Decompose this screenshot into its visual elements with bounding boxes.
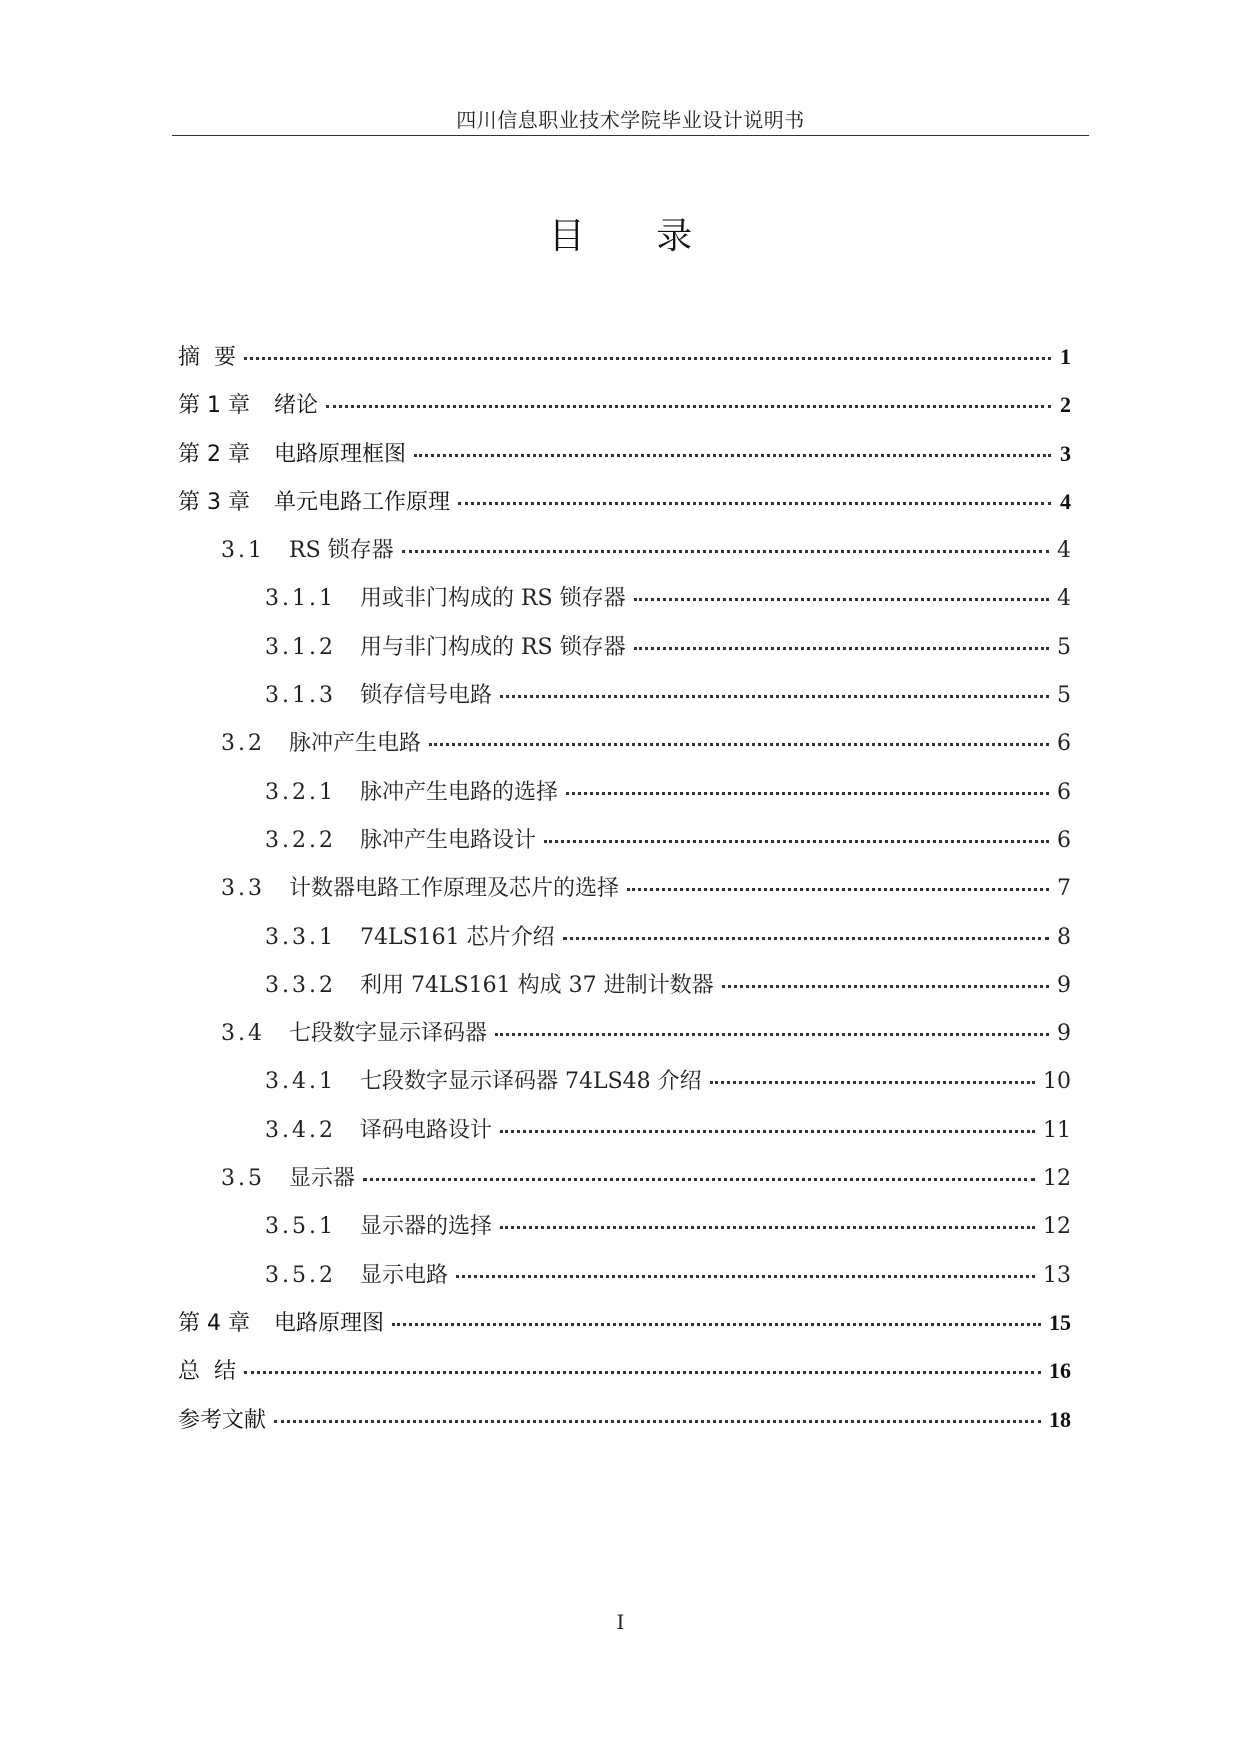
toc-entry-title: 74LS161 芯片介绍 xyxy=(359,924,555,950)
toc-entry-page: 6 xyxy=(1057,731,1071,757)
toc-entry-page: 12 xyxy=(1043,1166,1071,1192)
toc-entry[interactable] xyxy=(178,871,1071,919)
toc-dot-leader xyxy=(429,743,1049,746)
toc-entry[interactable] xyxy=(178,1354,1071,1402)
toc-entry-title: 脉冲产生电路设计 xyxy=(359,827,536,853)
toc-entry[interactable] xyxy=(178,1403,1071,1451)
toc-dot-leader xyxy=(634,598,1049,601)
toc-entry[interactable] xyxy=(178,485,1071,533)
toc-entry[interactable] xyxy=(178,1209,1071,1257)
toc-dot-leader xyxy=(495,1033,1049,1036)
toc-entry-page: 5 xyxy=(1057,634,1071,660)
page-number: I xyxy=(616,1610,625,1634)
toc-entry-page: 9 xyxy=(1057,972,1071,998)
toc-entry-page: 4 xyxy=(1060,488,1071,514)
toc-entry-number: 3.1.3 xyxy=(265,683,336,709)
toc-entry-title: 七段数字显示译码器 xyxy=(289,1021,488,1047)
toc-entry-title: 参考文献 xyxy=(178,1407,267,1433)
toc-entry[interactable] xyxy=(178,388,1071,436)
toc-entry-number: 3.5.2 xyxy=(265,1262,336,1288)
toc-entry-title: 显示电路 xyxy=(359,1262,448,1288)
toc-entry-title: 显示器 xyxy=(289,1166,356,1192)
toc-entry-title: 电路原理框图 xyxy=(273,441,406,467)
toc-entry-page: 10 xyxy=(1043,1069,1071,1095)
toc-dot-leader xyxy=(414,454,1051,457)
toc-dot-leader xyxy=(244,1371,1041,1374)
toc-entry-title: 利用 74LS161 构成 37 进制计数器 xyxy=(359,972,714,998)
toc-dot-leader xyxy=(274,1420,1041,1423)
toc-dot-leader xyxy=(500,1226,1035,1229)
toc-title: 目 录 xyxy=(548,216,723,257)
toc-entry-page: 4 xyxy=(1057,586,1071,612)
toc-entry[interactable] xyxy=(178,533,1071,581)
toc-entry-page: 12 xyxy=(1043,1214,1071,1240)
toc-entry-number: 3.2.1 xyxy=(265,779,336,805)
toc-entry-number: 3.3.1 xyxy=(265,924,336,950)
toc-entry-number: 3.2.2 xyxy=(265,827,336,853)
toc-entry[interactable] xyxy=(178,1113,1071,1161)
header-rule xyxy=(172,135,1089,136)
toc-dot-leader xyxy=(634,647,1049,650)
toc-entry-number: 3.4.1 xyxy=(265,1069,336,1095)
toc-dot-leader xyxy=(456,1275,1035,1278)
toc-entry-title: 摘 要 xyxy=(178,345,236,370)
toc-entry-number: 3.2 xyxy=(221,731,265,757)
toc-entry-number: 3.1 xyxy=(221,538,265,564)
toc-dot-leader xyxy=(244,357,1051,360)
toc-dot-leader xyxy=(544,840,1049,843)
toc-entry-number: 第 1 章 xyxy=(178,393,250,419)
toc-entry-number: 3.5.1 xyxy=(265,1214,336,1240)
toc-entry[interactable] xyxy=(178,1306,1071,1354)
toc-entry-title: 锁存信号电路 xyxy=(359,683,492,709)
toc-entry-number: 3.1.2 xyxy=(265,634,336,660)
toc-entry-title: RS 锁存器 xyxy=(289,538,394,564)
toc-entry-page: 18 xyxy=(1049,1406,1071,1432)
toc-entry-title: 总 结 xyxy=(178,1359,236,1385)
toc-list xyxy=(178,340,1071,1451)
toc-entry[interactable] xyxy=(178,968,1071,1016)
toc-entry-number: 第 2 章 xyxy=(178,441,250,467)
toc-dot-leader xyxy=(402,550,1049,553)
toc-entry[interactable] xyxy=(178,1064,1071,1112)
toc-entry[interactable] xyxy=(178,581,1071,629)
toc-dot-leader xyxy=(392,1323,1041,1326)
toc-entry-title: 计数器电路工作原理及芯片的选择 xyxy=(289,876,620,902)
toc-entry[interactable] xyxy=(178,726,1071,774)
toc-entry-number: 3.3 xyxy=(221,876,265,902)
toc-entry-number: 3.4.2 xyxy=(265,1117,336,1143)
toc-entry-page: 13 xyxy=(1043,1262,1071,1288)
toc-dot-leader xyxy=(563,937,1049,940)
toc-entry-page: 4 xyxy=(1057,538,1071,564)
toc-entry[interactable] xyxy=(178,678,1071,726)
toc-entry-page: 6 xyxy=(1057,779,1071,805)
toc-entry[interactable] xyxy=(178,775,1071,823)
toc-entry[interactable] xyxy=(178,1161,1071,1209)
toc-entry-title: 七段数字显示译码器 74LS48 介绍 xyxy=(359,1069,702,1095)
toc-entry-title: 单元电路工作原理 xyxy=(273,489,450,515)
toc-entry-number: 第 3 章 xyxy=(178,489,250,515)
toc-entry-title: 脉冲产生电路的选择 xyxy=(359,779,558,805)
toc-entry-page: 9 xyxy=(1057,1021,1071,1047)
toc-dot-leader xyxy=(363,1178,1035,1181)
toc-entry-number: 3.3.2 xyxy=(265,972,336,998)
toc-entry-number: 3.4 xyxy=(221,1021,265,1047)
toc-entry-title: 用或非门构成的 RS 锁存器 xyxy=(359,586,626,612)
toc-entry-title: 译码电路设计 xyxy=(359,1117,492,1143)
toc-entry-page: 1 xyxy=(1060,344,1071,369)
toc-dot-leader xyxy=(710,1081,1035,1084)
toc-entry-title: 电路原理图 xyxy=(273,1310,384,1336)
toc-entry[interactable] xyxy=(178,1258,1071,1306)
toc-entry-number: 3.5 xyxy=(221,1166,265,1192)
toc-entry-title: 脉冲产生电路 xyxy=(289,731,422,757)
toc-entry-page: 6 xyxy=(1057,827,1071,853)
toc-entry-page: 8 xyxy=(1057,924,1071,950)
toc-entry[interactable] xyxy=(178,823,1071,871)
toc-entry-page: 2 xyxy=(1060,392,1071,418)
toc-entry-page: 16 xyxy=(1049,1358,1071,1384)
toc-entry[interactable] xyxy=(178,340,1071,388)
toc-dot-leader xyxy=(627,888,1049,891)
toc-dot-leader xyxy=(500,1130,1035,1133)
toc-entry-page: 7 xyxy=(1057,876,1071,902)
toc-dot-leader xyxy=(326,405,1051,408)
toc-entry[interactable] xyxy=(178,437,1071,485)
toc-dot-leader xyxy=(458,502,1051,505)
toc-entry[interactable] xyxy=(178,920,1071,968)
toc-dot-leader xyxy=(722,985,1049,988)
toc-entry-page: 15 xyxy=(1049,1309,1071,1335)
toc-entry-title: 绪论 xyxy=(273,393,318,419)
toc-entry-page: 3 xyxy=(1060,440,1071,466)
running-header: 四川信息职业技术学院毕业设计说明书 xyxy=(456,108,805,132)
toc-dot-leader xyxy=(566,792,1049,795)
toc-entry-number: 第 4 章 xyxy=(178,1310,250,1336)
toc-entry-page: 11 xyxy=(1043,1117,1071,1143)
toc-entry[interactable] xyxy=(178,1016,1071,1064)
toc-entry-title: 显示器的选择 xyxy=(359,1214,492,1240)
toc-dot-leader xyxy=(500,695,1049,698)
toc-entry-number: 3.1.1 xyxy=(265,586,336,612)
toc-entry-page: 5 xyxy=(1057,683,1071,709)
toc-entry-title: 用与非门构成的 RS 锁存器 xyxy=(359,634,626,660)
toc-entry[interactable] xyxy=(178,630,1071,678)
